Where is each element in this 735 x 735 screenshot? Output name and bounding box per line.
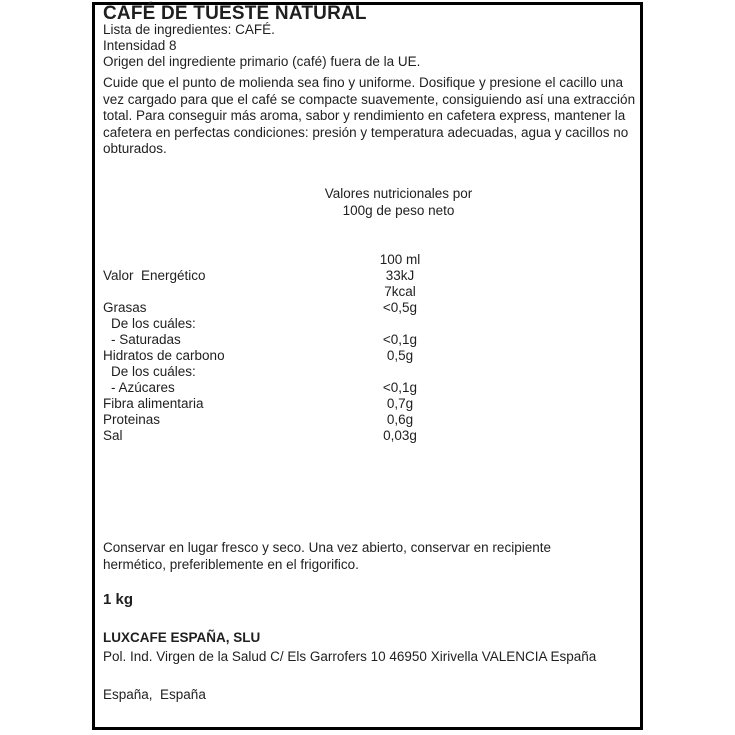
nutrition-row [103, 412, 483, 428]
nutrition-label: De los cuáles: [111, 316, 196, 331]
net-weight: 1 kg [103, 591, 134, 608]
nutrition-label: Valor Energético [103, 268, 206, 283]
nutrition-row [103, 284, 483, 300]
nutrition-value: 0,5g [386, 348, 414, 363]
nutrition-label: Hidratos de carbono [103, 348, 225, 363]
nutrition-value: 7kcal [384, 284, 416, 299]
nutrition-value: 0,03g [383, 428, 417, 443]
nutrition-heading-line1: Valores nutricionales por [324, 186, 473, 201]
intensity-line: Intensidad 8 [103, 38, 177, 53]
nutrition-row [103, 300, 483, 316]
nutrition-label: - Saturadas [111, 332, 181, 347]
storage-instructions-paragraph: Conservar en lugar fresco y seco. Una vez abierto, conservar en recipiente hermético, preferiblemente en el frigorifico. [103, 540, 551, 572]
nutrition-row [103, 332, 483, 348]
nutrition-value: 33kJ [385, 268, 415, 283]
nutrition-label: - Azúcares [111, 380, 175, 395]
usage-instructions-paragraph: Cuide que el punto de molienda sea fino y uniforme. Dosifique y presione el cacillo una vez cargado para que el café se compacte suavemente, consiguiendo así una extracción total. Para conseguir más aroma, sabor y rendimiento en cafetera express, mantener la cafetera en perfectas condiciones: presión y temperatura adecuadas, agua y cacillos no obturados. [103, 75, 636, 156]
nutrition-value: 0,7g [386, 396, 414, 411]
nutrition-column-header: 100 ml [379, 252, 421, 267]
nutrition-label: Fibra alimentaria [103, 396, 204, 411]
nutrition-label [103, 284, 325, 300]
nutrition-heading [95, 186, 640, 219]
label-border-box [92, 2, 643, 730]
country-line: España, España [103, 687, 206, 702]
nutrition-label: Sal [103, 428, 123, 443]
nutrition-row [103, 268, 483, 284]
nutrition-row [103, 348, 483, 364]
nutrition-value [325, 316, 475, 332]
nutrition-row [103, 396, 483, 412]
nutrition-label: De los cuáles: [111, 364, 196, 379]
nutrition-value: <0,1g [382, 380, 418, 395]
nutrition-label: Proteinas [103, 412, 161, 427]
nutrition-value: 0,6g [386, 412, 414, 427]
origin-line: Origen del ingrediente primario (café) fuera de la UE. [103, 54, 421, 69]
nutrition-label: Grasas [103, 300, 147, 315]
nutrition-table [103, 252, 483, 444]
manufacturer-name: LUXCAFE ESPAÑA, SLU [103, 630, 261, 645]
ingredients-line: Lista de ingredientes: CAFÉ. [103, 22, 275, 37]
nutrition-row [103, 364, 483, 380]
nutrition-row [103, 428, 483, 444]
nutrition-value: <0,1g [382, 332, 418, 347]
product-title: CAFÉ DE TUESTE NATURAL [103, 3, 367, 24]
nutrition-label [103, 252, 325, 268]
nutrition-heading-line2: 100g de peso neto [342, 202, 455, 218]
nutrition-row [103, 380, 483, 396]
nutrition-value: <0,5g [382, 300, 418, 315]
nutrition-row [103, 252, 483, 268]
nutrition-value [325, 364, 475, 380]
manufacturer-address: Pol. Ind. Virgen de la Salud C/ Els Garrofers 10 46950 Xirivella VALENCIA España [103, 649, 597, 664]
nutrition-row [103, 316, 483, 332]
